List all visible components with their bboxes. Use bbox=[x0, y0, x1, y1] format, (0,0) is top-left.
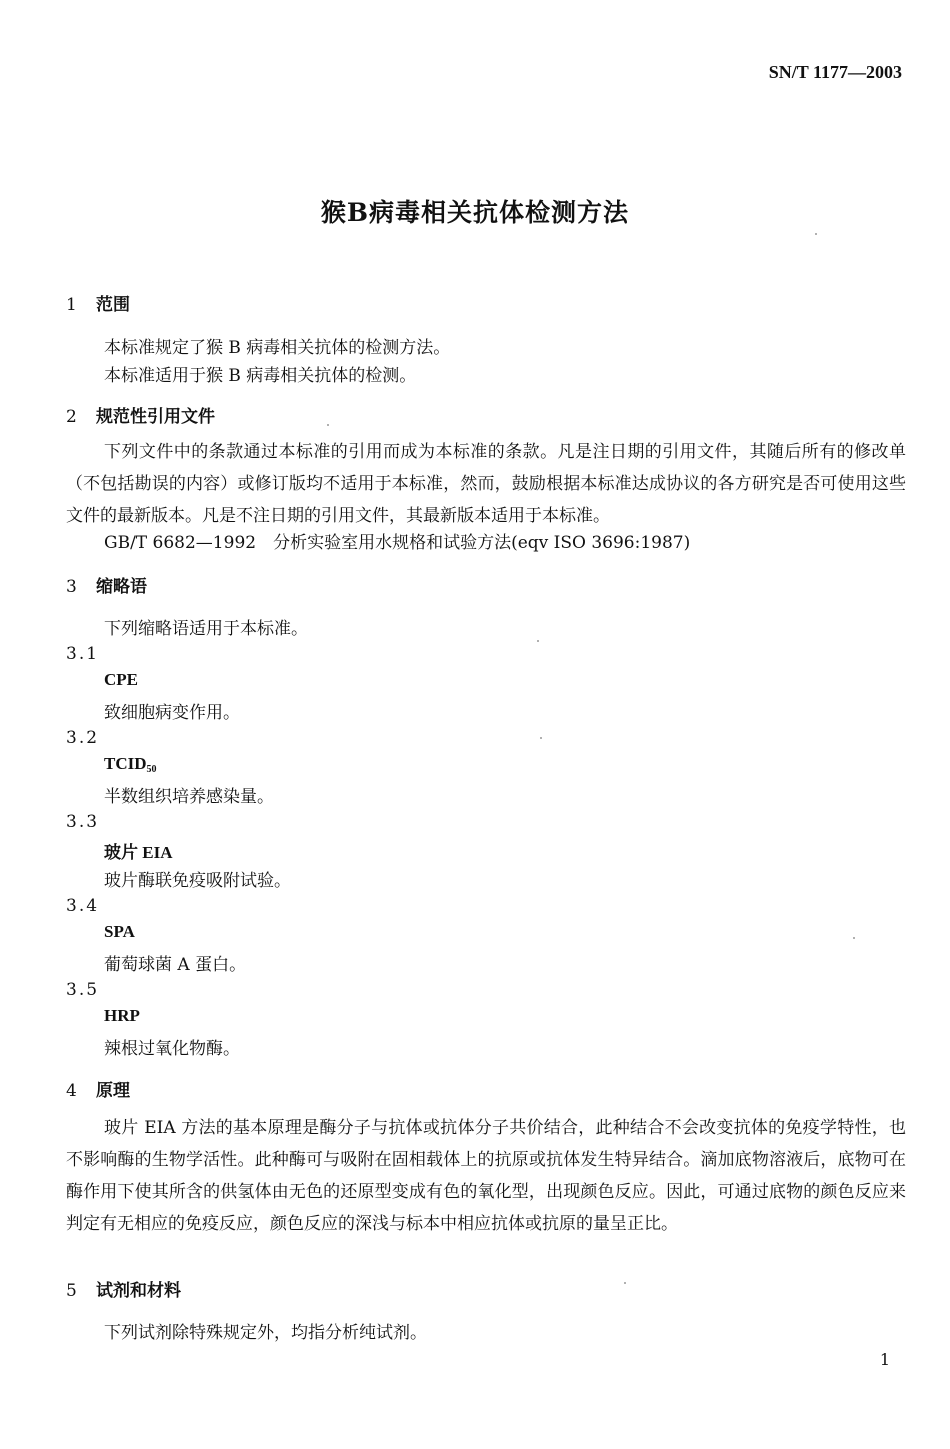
abbreviation-term: CPE bbox=[104, 670, 138, 689]
abbreviation-definition: 致细胞病变作用。 bbox=[104, 703, 240, 723]
abbreviation-term: HRP bbox=[104, 1006, 140, 1025]
section-1-line-1: 本标准规定了猴 B 病毒相关抗体的检测方法。 bbox=[104, 338, 451, 358]
abbreviation-definition: 葡萄球菌 A 蛋白。 bbox=[104, 955, 247, 975]
scan-speck bbox=[327, 424, 329, 426]
abbreviation-definition: 玻片酶联免疫吸附试验。 bbox=[104, 871, 291, 891]
section-2-paragraph: 下列文件中的条款通过本标准的引用而成为本标准的条款。凡是注日期的引用文件，其随后所有的修改单（不包括勘误的内容）或修订版均不适用于本标准，然而，鼓励根据本标准达成协议的各方研究是否可使用这些文件的最新版本。凡是不注日期的引用文件，其最新版本适用于本标准。 bbox=[66, 442, 906, 526]
scan-speck bbox=[853, 937, 855, 939]
item-number: 3.4 bbox=[66, 896, 100, 916]
section-1-line-2: 本标准适用于猴 B 病毒相关抗体的检测。 bbox=[104, 366, 417, 386]
page-number: 1 bbox=[879, 1350, 890, 1369]
item-number: 3.2 bbox=[66, 728, 100, 748]
section-title: 范围 bbox=[96, 295, 130, 315]
section-number: 3 bbox=[66, 577, 77, 597]
section-number: 2 bbox=[66, 407, 77, 427]
section-5-paragraph: 下列试剂除特殊规定外，均指分析纯试剂。 bbox=[104, 1323, 427, 1343]
section-number: 4 bbox=[66, 1081, 77, 1101]
item-number: 3.5 bbox=[66, 980, 100, 1000]
section-2-heading bbox=[66, 402, 215, 427]
section-number: 1 bbox=[66, 295, 77, 315]
scan-speck bbox=[540, 737, 542, 739]
section-title: 缩略语 bbox=[96, 577, 147, 597]
section-title: 规范性引用文件 bbox=[96, 407, 215, 427]
abbreviation-term: 玻片 EIA bbox=[104, 843, 173, 862]
section-title: 试剂和材料 bbox=[96, 1281, 181, 1301]
document-title: 猴B病毒相关抗体检测方法 bbox=[320, 198, 630, 227]
section-3-intro: 下列缩略语适用于本标准。 bbox=[104, 619, 308, 639]
abbreviation-definition: 半数组织培养感染量。 bbox=[104, 787, 274, 807]
section-title: 原理 bbox=[96, 1081, 130, 1101]
section-1-heading bbox=[66, 290, 130, 315]
section-4-paragraph: 玻片 EIA 方法的基本原理是酶分子与抗体或抗体分子共价结合，此种结合不会改变抗体的免疫学特性，也不影响酶的生物学活性。此种酶可与吸附在固相载体上的抗原或抗体发生特异结合。滴加底物溶液后，底物可在酶作用下使其所含的供氢体由无色的还原型变成有色的氧化型，出现颜色反应。因此，可通过底物的颜色反应来判定有无相应的免疫反应，颜色反应的深浅与标本中相应抗体或抗原的量呈正比。 bbox=[66, 1118, 906, 1234]
section-5-heading bbox=[66, 1276, 181, 1301]
item-number: 3.1 bbox=[66, 644, 100, 664]
abbreviation-term: SPA bbox=[104, 922, 135, 941]
item-number: 3.3 bbox=[66, 812, 100, 832]
standard-code: SN/T 1177—2003 bbox=[768, 62, 902, 82]
scan-speck bbox=[537, 640, 539, 642]
section-4-heading bbox=[66, 1076, 130, 1101]
scan-speck bbox=[815, 233, 817, 235]
section-3-heading bbox=[66, 572, 147, 597]
abbreviation-term: $TCID_{50}$ bbox=[104, 754, 157, 775]
term-subscript: 50 bbox=[146, 764, 157, 775]
scan-speck bbox=[624, 1282, 626, 1284]
abbreviation-definition: 辣根过氧化物酶。 bbox=[104, 1039, 240, 1059]
section-number: 5 bbox=[66, 1281, 77, 1301]
section-2-reference: GB/T 6682—1992 分析实验室用水规格和试验方法(eqv ISO 3696:1987) bbox=[104, 533, 691, 553]
